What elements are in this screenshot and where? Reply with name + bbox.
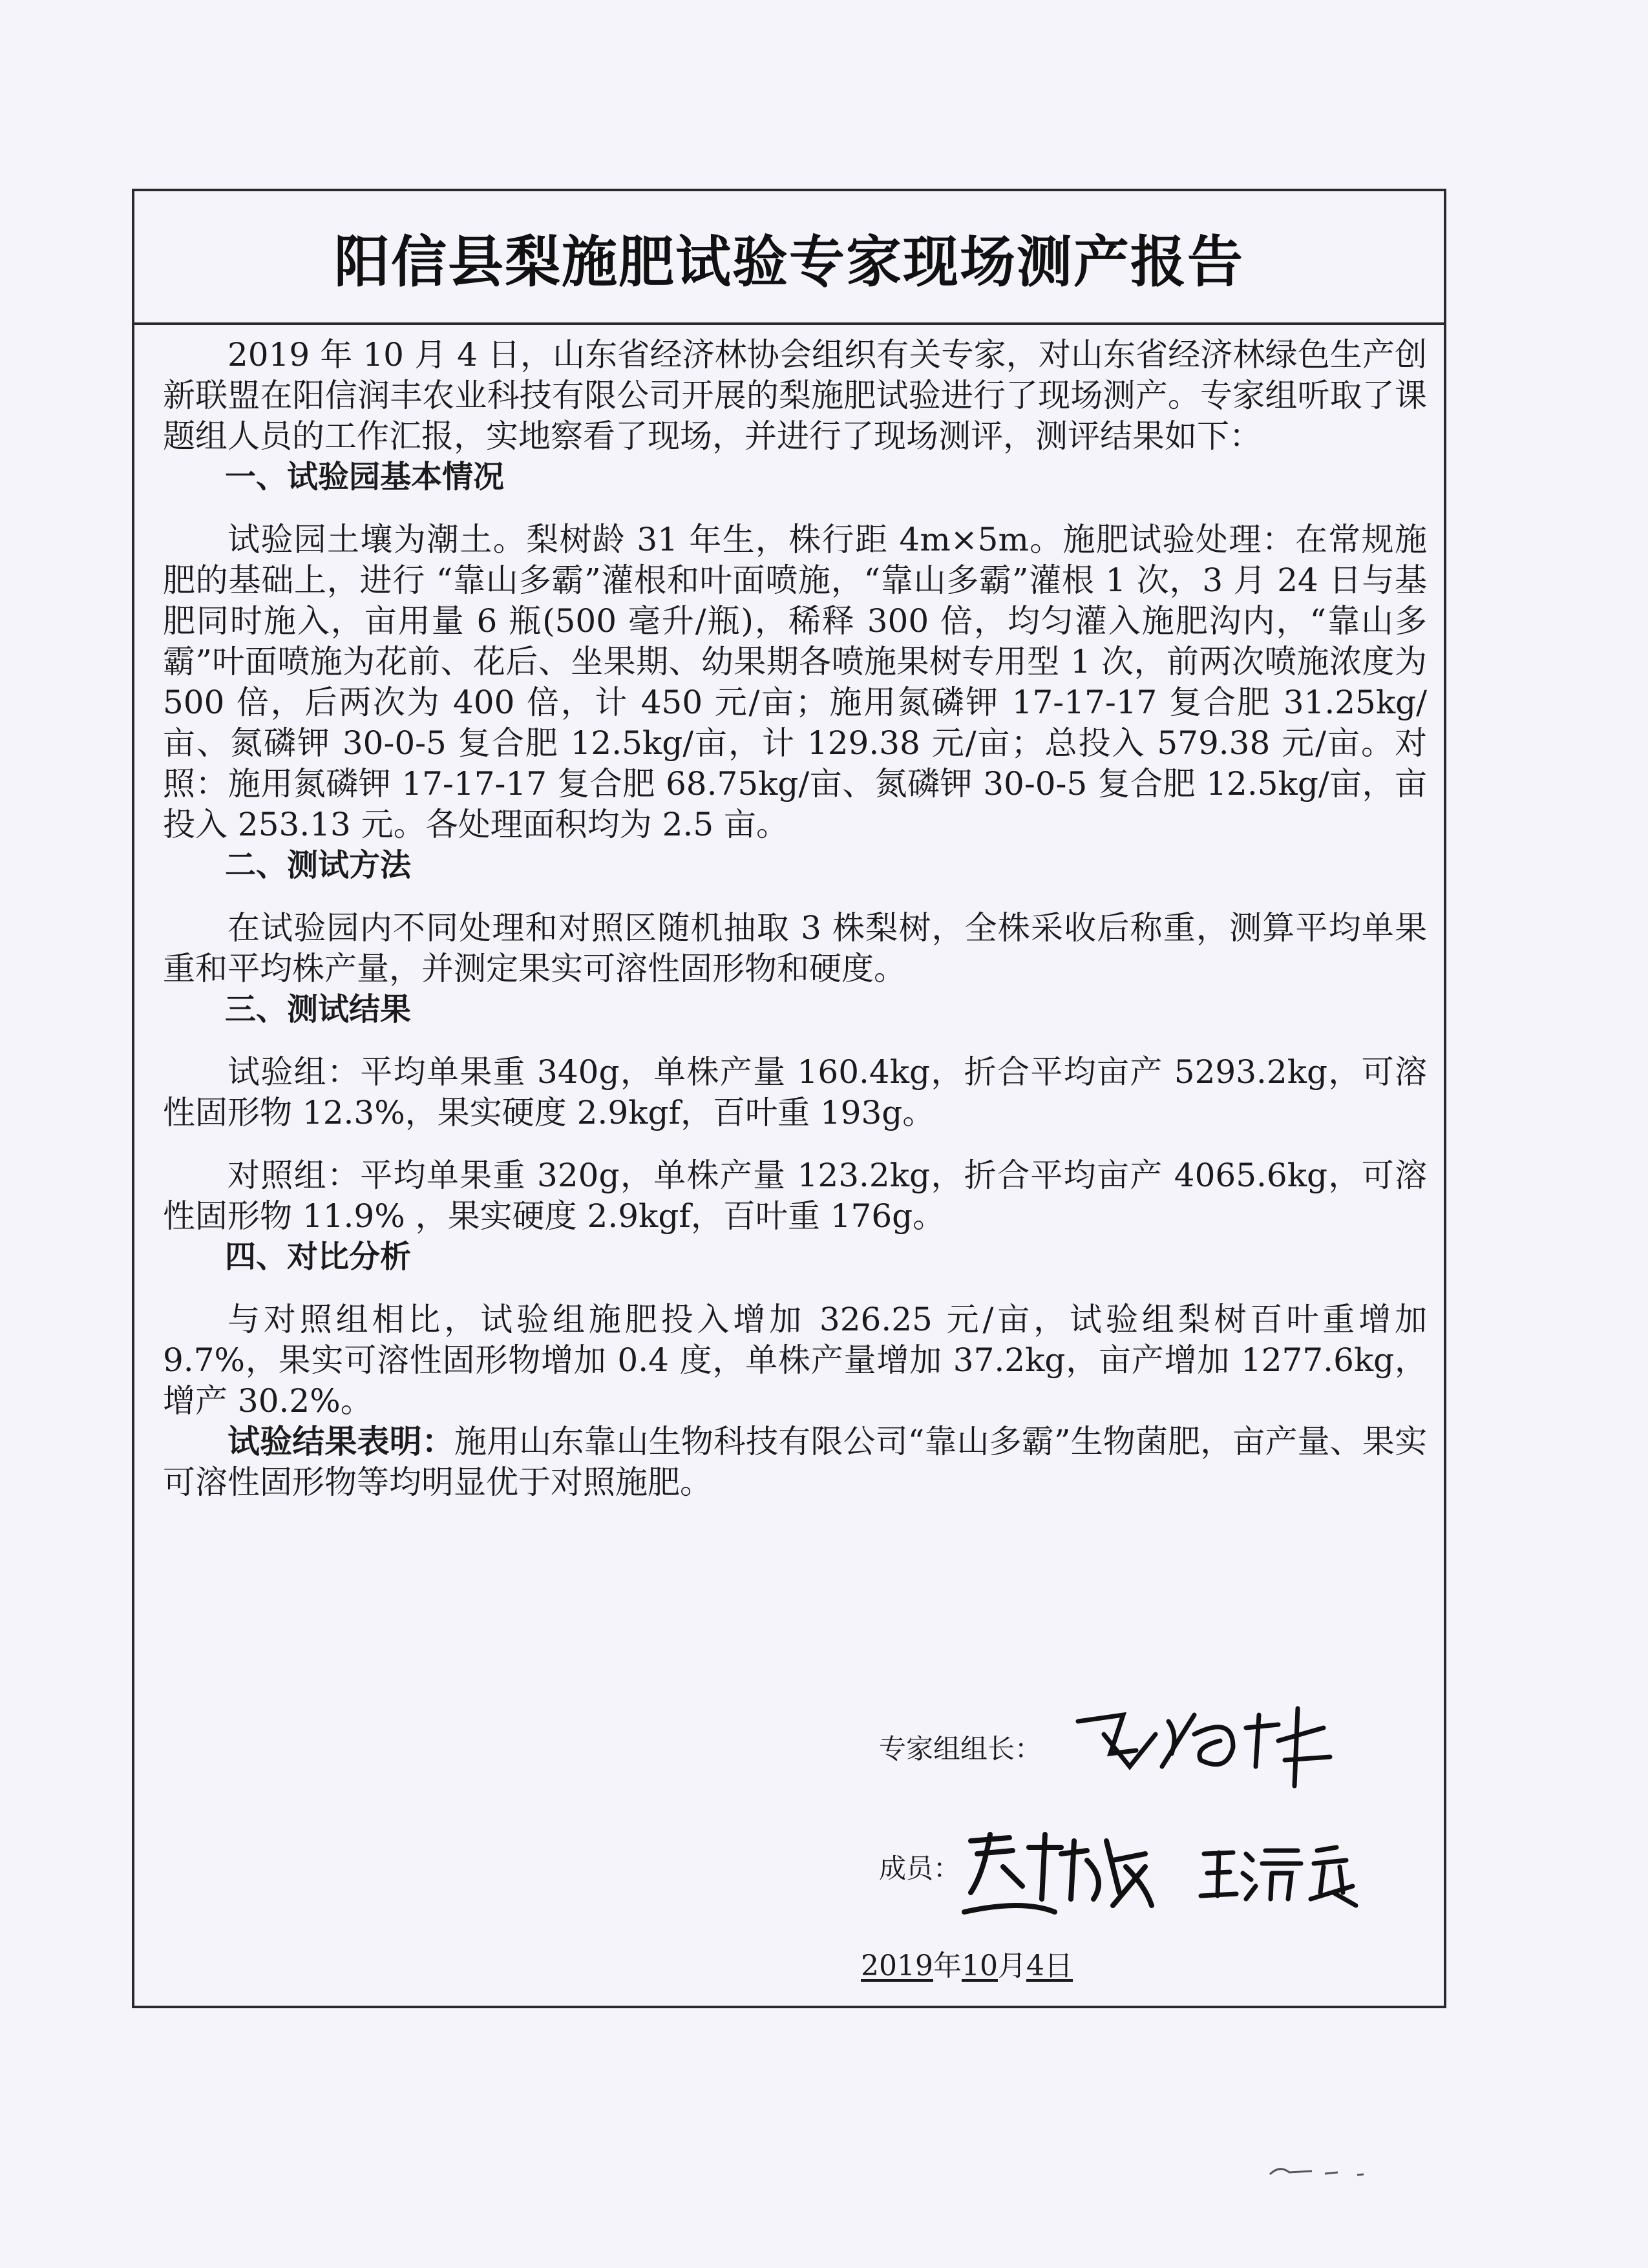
signature-area [134, 1683, 1444, 2006]
title-box [134, 191, 1444, 325]
date-month: 10 [961, 1949, 998, 1982]
scan-mark [1267, 2158, 1396, 2184]
section-body-basic: 试验园土壤为潮土。梨树龄 31 年生，株行距 4m×5m。施肥试验处理：在常规施肥的基础上，进行 “靠山多霸”灌根和叶面喷施，“靠山多霸”灌根 1 次，3 月 24 日与基肥同时施入，亩用量 6 瓶(500 毫升/瓶)，稀释 300 倍，均匀灌入施肥沟内，“靠山多霸”叶面喷施为花前、花后、坐果期、幼果期各喷施果树专用型 1 次，前两次喷施浓度为 500 倍，后两次为 400 倍，计 450 元/亩；施用氮磷钾 17-17-17 复合肥 31.25kg/亩、氮磷钾 30-0-5 复合肥 12.5kg/亩，计 129.38 元/亩；总投入 579.38 元/亩。对照：施用氮磷钾 17-17-17 复合肥 68.75kg/亩、氮磷钾 30-0-5 复合肥 12.5kg/亩，亩投入 253.13 元。各处理面积均为 2.5 亩。 [163, 521, 1427, 843]
section-body-analysis: 与对照组相比，试验组施肥投入增加 326.25 元/亩，试验组梨树百叶重增加 9.7%，果实可溶性固形物增加 0.4 度，单株产量增加 37.2kg，亩产增加 1277.6kg，增产 30.2%。 [163, 1301, 1427, 1420]
date-month-unit: 月 [997, 1949, 1026, 1982]
result-test-group: 试验组：平均单果重 340g，单株产量 160.4kg，折合平均亩产 5293.2kg，可溶性固形物 12.3%，果实硬度 2.9kgf，百叶重 193g。 [163, 1053, 1427, 1131]
section-heading-results: 三、测试结果 [225, 991, 412, 1027]
report-title: 阳信县梨施肥试验专家现场测产报告 [334, 229, 1244, 295]
section-heading-basic: 一、试验园基本情况 [225, 459, 505, 495]
leader-label: 专家组组长： [879, 1733, 1042, 1765]
members-label: 成员： [879, 1853, 961, 1884]
date-year: 2019 [861, 1949, 933, 1982]
date-day-unit: 日 [1044, 1949, 1073, 1982]
section-body-method: 在试验园内不同处理和对照区随机抽取 3 株梨树，全株采收后称重，测算平均单果重和平均株产量，并测定果实可溶性固形物和硬度。 [163, 909, 1427, 987]
section-heading-analysis: 四、对比分析 [225, 1239, 412, 1275]
member-signature-2 [1194, 1834, 1362, 1912]
result-control-group: 对照组：平均单果重 320g，单株产量 123.2kg，折合平均亩产 4065.6kg，可溶性固形物 11.9% ，果实硬度 2.9kgf，百叶重 176g。 [163, 1157, 1427, 1235]
report-frame [132, 189, 1446, 2008]
conclusion-text: 施用山东靠山生物科技有限公司“靠山多霸”生物菌肥，亩产量、果实可溶性固形物等均明显优于对照施肥。 [163, 1423, 1427, 1501]
report-date [861, 1942, 1073, 1984]
date-day: 4 [1026, 1949, 1044, 1982]
report-body [163, 335, 1427, 1503]
date-year-unit: 年 [933, 1949, 962, 1982]
conclusion-paragraph [163, 1422, 1427, 1503]
conclusion-label: 试验结果表明： [227, 1423, 454, 1460]
leader-signature [1065, 1696, 1343, 1792]
intro-paragraph: 2019 年 10 月 4 日，山东省经济林协会组织有关专家，对山东省经济林绿色生产创新联盟在阳信润丰农业科技有限公司开展的梨施肥试验进行了现场测产。专家组听取了课题组人员的工作汇报，实地察看了现场，并进行了现场测评，测评结果如下： [163, 336, 1427, 455]
member-signature-1 [951, 1822, 1158, 1925]
section-heading-method: 二、测试方法 [225, 847, 412, 883]
